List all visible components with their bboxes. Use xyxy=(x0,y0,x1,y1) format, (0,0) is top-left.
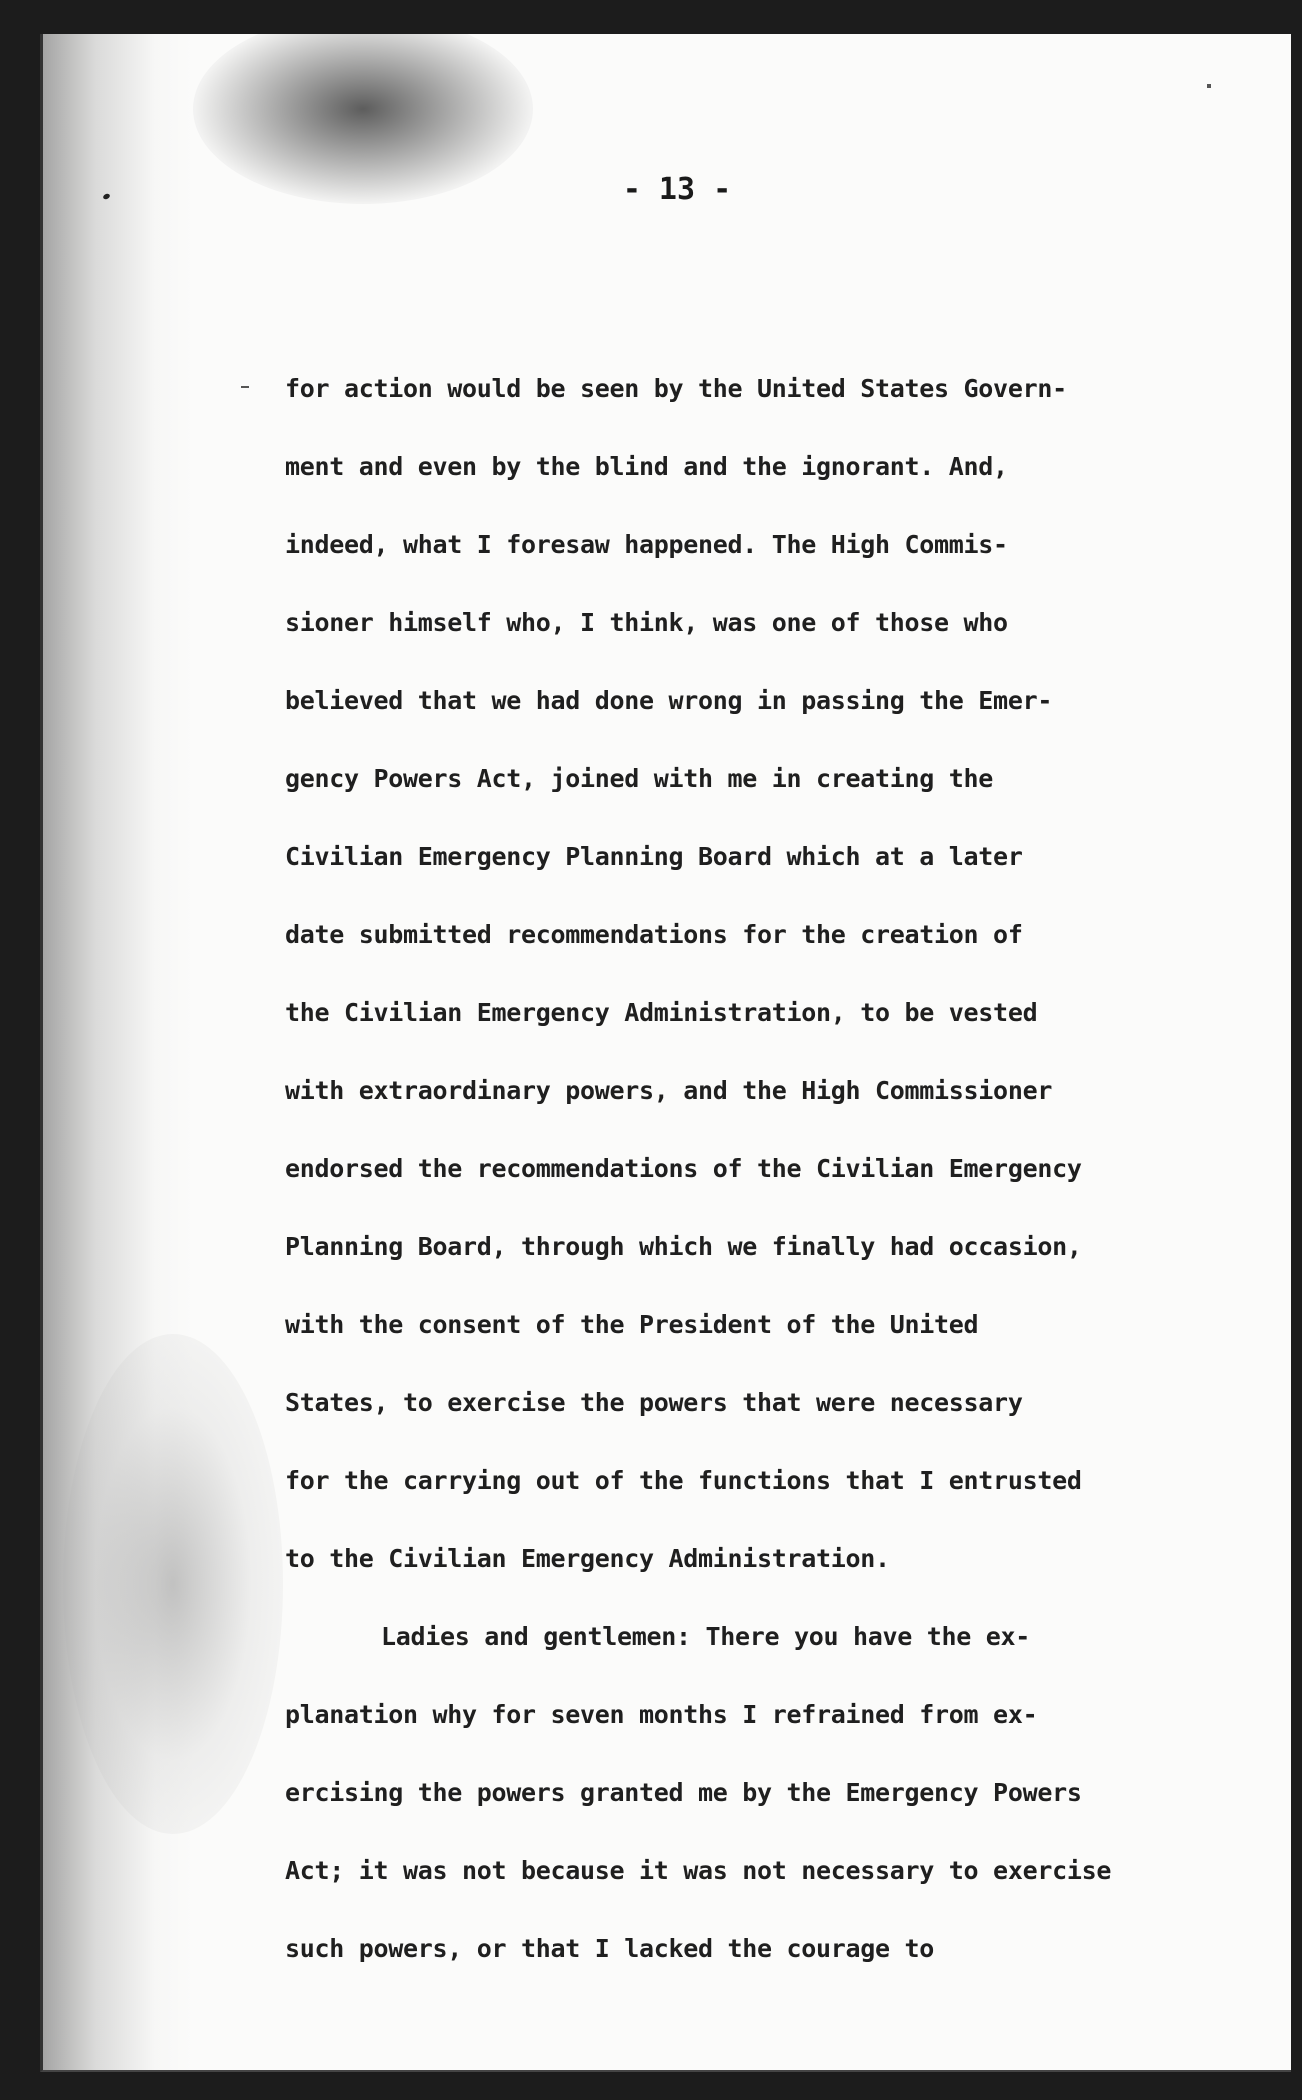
text-line: ment and even by the blind and the ignorant. And, xyxy=(285,452,1008,481)
text-line: Civilian Emergency Planning Board which at a later xyxy=(285,842,1023,871)
text-line: for action would be seen by the United States Govern- xyxy=(285,374,1067,403)
text-line: endorsed the recommendations of the Civilian Emergency xyxy=(285,1154,1082,1183)
text-line: for the carrying out of the functions that I entrusted xyxy=(285,1466,1082,1495)
text-line: believed that we had done wrong in passing the Emer- xyxy=(285,686,1053,715)
stray-mark xyxy=(1207,84,1211,88)
scan-shadow xyxy=(43,34,193,2070)
text-line: States, to exercise the powers that were necessary xyxy=(285,1388,1023,1417)
text-line: the Civilian Emergency Administration, to be vested xyxy=(285,998,1038,1027)
text-line: Act; it was not because it was not necessary to exercise xyxy=(285,1856,1112,1885)
text-line: indeed, what I foresaw happened. The High Commis- xyxy=(285,530,1008,559)
text-line: Ladies and gentlemen: There you have the ex- xyxy=(381,1622,1031,1651)
text-line: gency Powers Act, joined with me in creating the xyxy=(285,764,994,793)
page-number: - 13 - xyxy=(622,172,732,207)
text-line: such powers, or that I lacked the courage to xyxy=(285,1934,935,1963)
document-page xyxy=(40,34,1291,2072)
ink-smudge xyxy=(63,1334,283,1834)
text-line: to the Civilian Emergency Administration. xyxy=(285,1544,890,1573)
text-line: ercising the powers granted me by the Emergency Powers xyxy=(285,1778,1082,1807)
body-text xyxy=(285,350,1265,1988)
text-line: sioner himself who, I think, was one of those who xyxy=(285,608,1008,637)
text-line: planation why for seven months I refrained from ex- xyxy=(285,1700,1038,1729)
text-line: Planning Board, through which we finally had occasion, xyxy=(285,1232,1082,1261)
text-line: date submitted recommendations for the creation of xyxy=(285,920,1023,949)
text-line: with the consent of the President of the United xyxy=(285,1310,979,1339)
stray-mark xyxy=(241,386,249,388)
text-line: with extraordinary powers, and the High Commissioner xyxy=(285,1076,1053,1105)
